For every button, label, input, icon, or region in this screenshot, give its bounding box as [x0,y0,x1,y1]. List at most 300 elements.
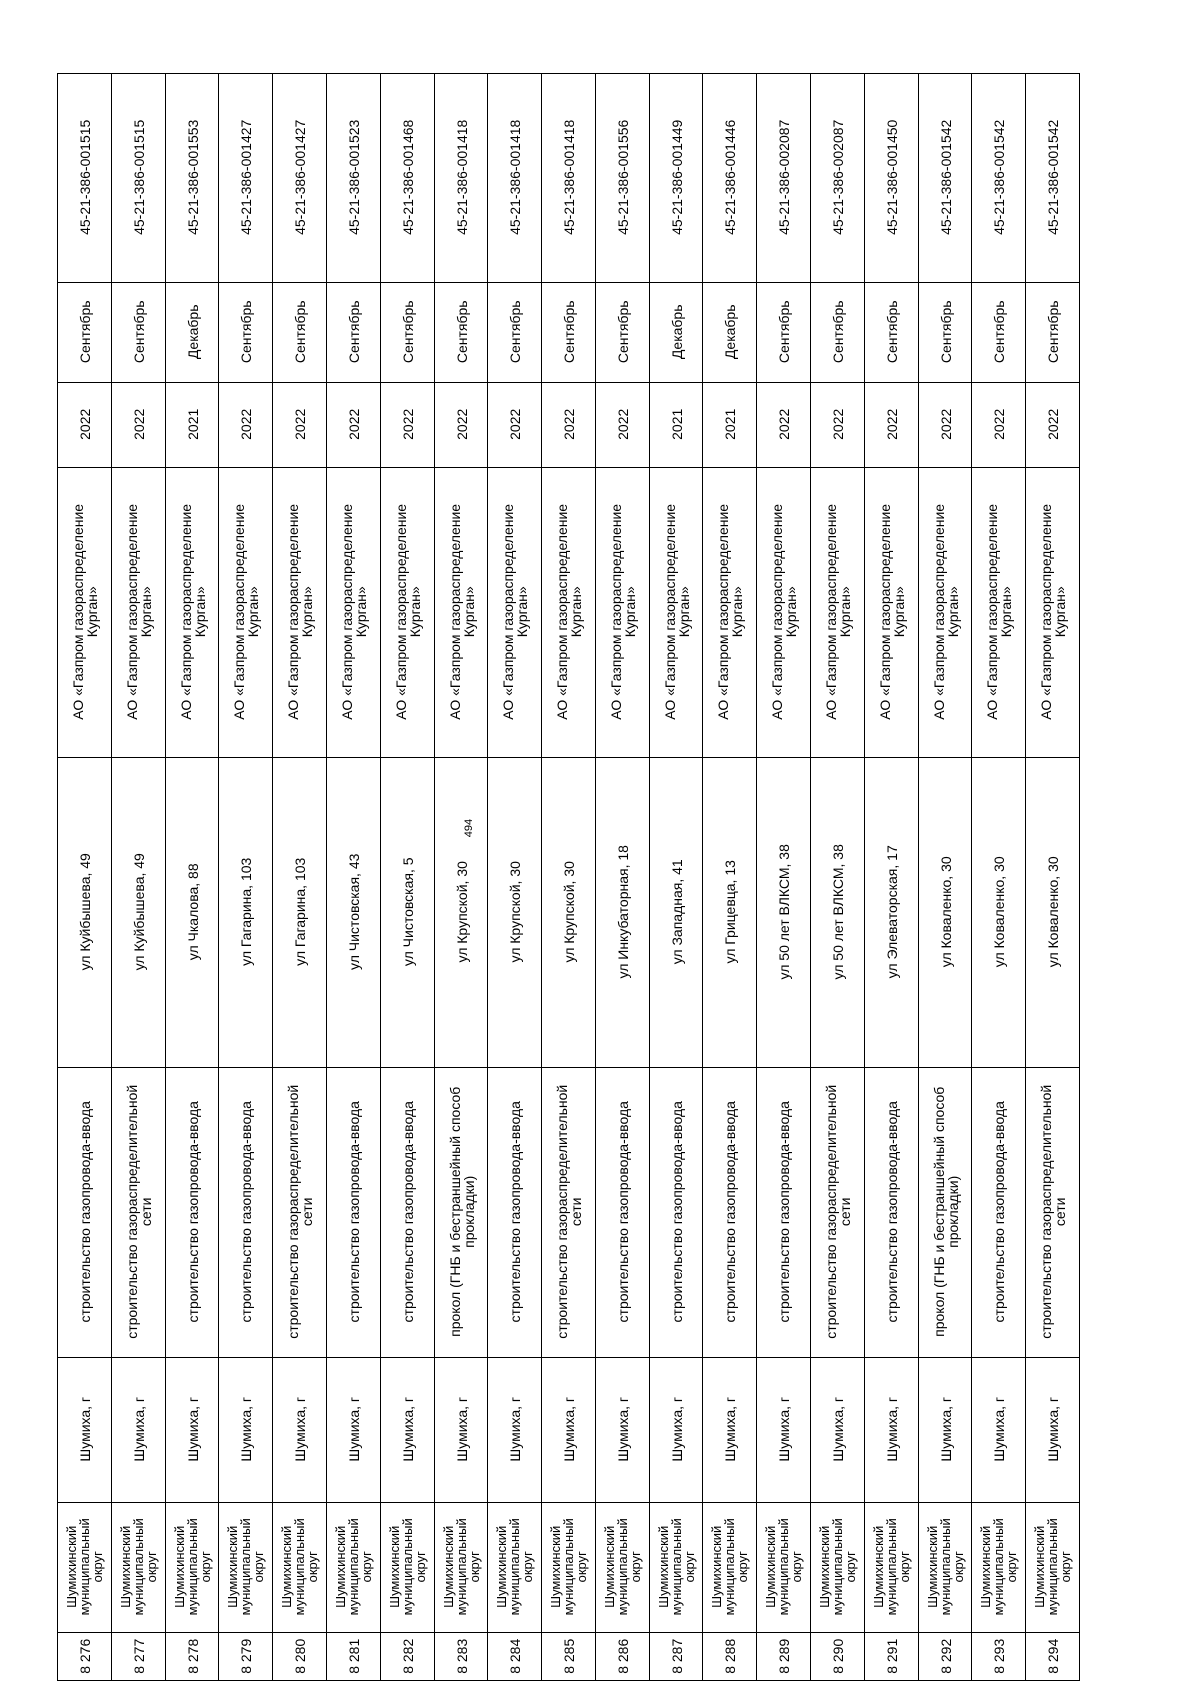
num-text: 8 285 [560,1638,577,1674]
district-line: округ [574,1551,590,1583]
table-row [1025,73,1080,1680]
work-line: сети [1052,1197,1069,1227]
district-line: Шумихинский [387,1525,403,1609]
code-text: 45-21-386-001418 [560,119,577,236]
cell-work [595,1067,650,1358]
num-text: 8 281 [345,1638,362,1674]
cell-city [57,1357,112,1503]
district-line: округ [951,1551,967,1583]
num-text: 8 294 [1045,1638,1062,1674]
table-row [810,73,865,1680]
cell-org [326,467,381,758]
org-line: Курган» [944,586,961,638]
code-text: 45-21-386-001515 [76,119,93,236]
cell-city [756,1357,811,1503]
cell-district [272,1502,327,1633]
org-line: АО «Газпром газораспределение [984,504,1001,720]
cell-month [111,282,166,383]
year-text: 2022 [937,408,954,441]
num-text: 8 277 [130,1638,147,1674]
cell-org [272,467,327,758]
code-text: 45-21-386-001449 [668,119,685,236]
month-text: Сентябрь [1045,300,1062,364]
address-text: ул Грицевца, 13 [722,860,739,964]
code-text: 45-21-386-001553 [184,119,201,236]
cell-year [541,382,596,468]
cell-district [541,1502,596,1633]
table-row [971,73,1026,1680]
num-text: 8 278 [184,1638,201,1674]
cell-work [756,1067,811,1358]
year-text: 2022 [507,408,524,441]
month-text: Декабрь [722,304,739,360]
cell-city [918,1357,973,1503]
work-line: строительство газопровода-ввода [722,1101,739,1323]
code-text: 45-21-386-001427 [292,119,309,236]
cell-district [380,1502,435,1633]
cell-work [864,1067,919,1358]
page-number: 494 [463,818,475,838]
org-line: Курган» [514,586,531,638]
year-text: 2022 [130,408,147,441]
city-text: Шумиха, г [668,1397,685,1462]
cell-month [918,282,973,383]
work-line: строительство газораспределительной [822,1085,839,1339]
year-text: 2022 [345,408,362,441]
cell-year [810,382,865,468]
cell-address [649,757,704,1068]
address-text: ул Куйбышева, 49 [130,853,147,971]
cell-month [595,282,650,383]
work-line: строительство газопровода-ввода [76,1101,93,1323]
city-text: Шумиха, г [292,1397,309,1462]
address-text: ул Крупской, 30 [560,861,577,963]
cell-city [595,1357,650,1503]
work-line: строительство газопровода-ввода [238,1101,255,1323]
month-text: Сентябрь [776,300,793,364]
work-line: строительство газораспределительной [553,1085,570,1339]
work-line: строительство газораспределительной [123,1085,140,1339]
city-text: Шумиха, г [130,1397,147,1462]
cell-address [326,757,381,1068]
cell-code [1025,73,1080,283]
city-text: Шумиха, г [614,1397,631,1462]
month-text: Сентябрь [76,300,93,364]
address-text: ул Гагарина, 103 [292,857,309,967]
cell-num [541,1632,596,1681]
org-line: АО «Газпром газораспределение [338,504,355,720]
table-row [272,73,327,1680]
district-line: Шумихинский [763,1525,779,1609]
work-line: строительство газопровода-ввода [883,1101,900,1323]
cell-month [326,282,381,383]
cell-address [218,757,273,1068]
table-row [702,73,757,1680]
cell-num [595,1632,650,1681]
month-text: Сентябрь [883,300,900,364]
address-text: ул Западная, 41 [668,859,685,965]
org-line: АО «Газпром газораспределение [930,504,947,720]
num-text: 8 284 [507,1638,524,1674]
cell-year [165,382,220,468]
cell-district [57,1502,112,1633]
district-line: Шумихинский [494,1525,510,1609]
district-line: муниципальный [1045,1518,1061,1616]
city-text: Шумиха, г [184,1397,201,1462]
cell-district [864,1502,919,1633]
cell-num [810,1632,865,1681]
cell-month [272,282,327,383]
cell-work [649,1067,704,1358]
cell-org [971,467,1026,758]
cell-code [165,73,220,283]
org-line: Курган» [352,586,369,638]
cell-work [487,1067,542,1358]
cell-address [487,757,542,1068]
work-line: строительство газопровода-ввода [399,1101,416,1323]
month-text: Сентябрь [829,300,846,364]
district-line: Шумихинский [709,1525,725,1609]
work-line: прокладки) [944,1175,961,1249]
cell-year [649,382,704,468]
cell-code [541,73,596,283]
city-text: Шумиха, г [829,1397,846,1462]
cell-code [702,73,757,283]
cell-month [218,282,273,383]
cell-org [918,467,973,758]
cell-num [380,1632,435,1681]
city-text: Шумиха, г [345,1397,362,1462]
year-text: 2022 [829,408,846,441]
cell-city [702,1357,757,1503]
num-text: 8 292 [937,1638,954,1674]
cell-work [165,1067,220,1358]
cell-district [1025,1502,1080,1633]
num-text: 8 280 [292,1638,309,1674]
address-text: ул Крупской, 30 [453,861,470,963]
num-text: 8 283 [453,1638,470,1674]
cell-code [57,73,112,283]
district-line: округ [144,1551,160,1583]
cell-code [971,73,1026,283]
cell-year [380,382,435,468]
year-text: 2022 [399,408,416,441]
district-line: Шумихинский [64,1525,80,1609]
table-row [487,73,542,1680]
month-text: Сентябрь [507,300,524,364]
num-text: 8 288 [722,1638,739,1674]
cell-month [165,282,220,383]
address-text: ул Коваленко, 30 [1045,856,1062,968]
org-line: АО «Газпром газораспределение [500,504,517,720]
cell-code [326,73,381,283]
cell-work [111,1067,166,1358]
district-line: муниципальный [507,1518,523,1616]
district-line: муниципальный [991,1518,1007,1616]
cell-city [111,1357,166,1503]
org-line: Курган» [836,586,853,638]
cell-org [1025,467,1080,758]
cell-district [326,1502,381,1633]
cell-work [1025,1067,1080,1358]
month-text: Сентябрь [560,300,577,364]
org-line: АО «Газпром газораспределение [177,504,194,720]
month-text: Сентябрь [292,300,309,364]
district-line: округ [413,1551,429,1583]
cell-num [434,1632,489,1681]
district-line: муниципальный [238,1518,254,1616]
cell-year [272,382,327,468]
cell-city [864,1357,919,1503]
district-line: Шумихинский [871,1525,887,1609]
cell-work [971,1067,1026,1358]
month-text: Сентябрь [453,300,470,364]
cell-address [971,757,1026,1068]
cell-address [1025,757,1080,1068]
org-line: АО «Газпром газораспределение [607,504,624,720]
month-text: Сентябрь [238,300,255,364]
district-line: округ [789,1551,805,1583]
work-line: прокладки) [460,1175,477,1249]
num-text: 8 287 [668,1638,685,1674]
org-line: АО «Газпром газораспределение [285,504,302,720]
month-text: Сентябрь [345,300,362,364]
cell-month [756,282,811,383]
district-line: Шумихинский [978,1525,994,1609]
year-text: 2022 [991,408,1008,441]
org-line: АО «Газпром газораспределение [392,504,409,720]
cell-month [487,282,542,383]
code-text: 45-21-386-001556 [614,119,631,236]
table-row [218,73,273,1680]
cell-num [272,1632,327,1681]
cell-year [756,382,811,468]
city-text: Шумиха, г [937,1397,954,1462]
address-text: ул Крупской, 30 [507,861,524,963]
code-text: 45-21-386-001542 [1045,119,1062,236]
district-line: округ [305,1551,321,1583]
table-row [326,73,381,1680]
cell-org [380,467,435,758]
year-text: 2022 [292,408,309,441]
table-row [649,73,704,1680]
org-line: Курган» [460,586,477,638]
cell-year [702,382,757,468]
work-line: сети [567,1197,584,1227]
cell-city [434,1357,489,1503]
district-line: округ [359,1551,375,1583]
cell-month [702,282,757,383]
cell-address [918,757,973,1068]
org-line: АО «Газпром газораспределение [715,504,732,720]
city-text: Шумиха, г [776,1397,793,1462]
cell-city [649,1357,704,1503]
month-text: Сентябрь [937,300,954,364]
district-line: муниципальный [669,1518,685,1616]
district-line: муниципальный [292,1518,308,1616]
cell-work [380,1067,435,1358]
district-line: муниципальный [938,1518,954,1616]
cell-city [541,1357,596,1503]
address-text: ул Элеваторская, 17 [883,845,900,979]
org-line: Курган» [83,586,100,638]
cell-city [272,1357,327,1503]
num-text: 8 289 [776,1638,793,1674]
district-line: Шумихинский [440,1525,456,1609]
district-line: округ [520,1551,536,1583]
cell-work [218,1067,273,1358]
cell-district [702,1502,757,1633]
cell-address [111,757,166,1068]
district-line: муниципальный [830,1518,846,1616]
cell-code [864,73,919,283]
org-line: АО «Газпром газораспределение [446,504,463,720]
cell-work [918,1067,973,1358]
cell-district [165,1502,220,1633]
year-text: 2022 [560,408,577,441]
cell-district [595,1502,650,1633]
cell-year [595,382,650,468]
district-line: Шумихинский [602,1525,618,1609]
cell-month [971,282,1026,383]
cell-code [218,73,273,283]
cell-city [487,1357,542,1503]
address-text: ул Коваленко, 30 [937,856,954,968]
address-text: ул 50 лет ВЛКСМ, 38 [776,844,793,980]
org-line: АО «Газпром газораспределение [661,504,678,720]
city-text: Шумиха, г [399,1397,416,1462]
cell-address [702,757,757,1068]
cell-year [918,382,973,468]
code-text: 45-21-386-002087 [776,119,793,236]
cell-num [57,1632,112,1681]
month-text: Декабрь [668,304,685,360]
data-table [57,73,1079,1680]
cell-district [649,1502,704,1633]
month-text: Декабрь [184,304,201,360]
district-line: Шумихинский [118,1525,134,1609]
address-text: ул Чистовская, 5 [399,857,416,967]
cell-org [864,467,919,758]
num-text: 8 286 [614,1638,631,1674]
org-line: Курган» [675,586,692,638]
org-line: Курган» [1052,586,1069,638]
district-line: округ [1058,1551,1074,1583]
cell-city [1025,1357,1080,1503]
cell-work [810,1067,865,1358]
org-line: Курган» [191,586,208,638]
org-line: Курган» [567,586,584,638]
work-line: прокол (ГНБ и бестраншейный способ [930,1086,947,1338]
code-text: 45-21-386-001446 [722,119,739,236]
district-line: муниципальный [453,1518,469,1616]
cell-address [541,757,596,1068]
cell-district [218,1502,273,1633]
cell-month [541,282,596,383]
cell-org [649,467,704,758]
city-text: Шумиха, г [507,1397,524,1462]
work-line: строительство газопровода-ввода [345,1101,362,1323]
address-text: ул 50 лет ВЛКСМ, 38 [829,844,846,980]
district-line: округ [897,1551,913,1583]
num-text: 8 290 [829,1638,846,1674]
cell-year [1025,382,1080,468]
cell-code [272,73,327,283]
cell-num [864,1632,919,1681]
cell-code [487,73,542,283]
district-line: округ [466,1551,482,1583]
district-line: муниципальный [561,1518,577,1616]
cell-district [971,1502,1026,1633]
address-text: ул Чистовская, 43 [345,853,362,971]
cell-org [702,467,757,758]
table-row [434,73,489,1680]
city-text: Шумиха, г [1045,1397,1062,1462]
num-text: 8 276 [76,1638,93,1674]
work-line: строительство газопровода-ввода [991,1101,1008,1323]
cell-code [380,73,435,283]
cell-org [57,467,112,758]
num-text: 8 279 [238,1638,255,1674]
year-text: 2022 [238,408,255,441]
table-row [380,73,435,1680]
cell-month [380,282,435,383]
org-line: Курган» [621,586,638,638]
cell-code [810,73,865,283]
cell-num [218,1632,273,1681]
cell-month [864,282,919,383]
org-line: АО «Газпром газораспределение [123,504,140,720]
city-text: Шумиха, г [238,1397,255,1462]
cell-city [165,1357,220,1503]
org-line: Курган» [890,586,907,638]
district-line: муниципальный [722,1518,738,1616]
work-line: строительство газопровода-ввода [614,1101,631,1323]
district-line: Шумихинский [333,1525,349,1609]
address-text: ул Инкубаторная, 18 [614,845,631,979]
district-line: муниципальный [77,1518,93,1616]
city-text: Шумиха, г [76,1397,93,1462]
district-line: Шумихинский [225,1525,241,1609]
cell-year [971,382,1026,468]
cell-num [111,1632,166,1681]
district-line: округ [90,1551,106,1583]
cell-org [218,467,273,758]
cell-code [434,73,489,283]
cell-district [756,1502,811,1633]
code-text: 45-21-386-001542 [991,119,1008,236]
cell-code [649,73,704,283]
code-text: 45-21-386-001542 [937,119,954,236]
code-text: 45-21-386-001418 [507,119,524,236]
work-line: строительство газораспределительной [1038,1085,1055,1339]
cell-month [649,282,704,383]
district-line: муниципальный [184,1518,200,1616]
cell-org [434,467,489,758]
code-text: 45-21-386-001450 [883,119,900,236]
cell-org [487,467,542,758]
work-line: строительство газораспределительной [285,1085,302,1339]
table-row [864,73,919,1680]
cell-work [541,1067,596,1358]
org-line: АО «Газпром газораспределение [69,504,86,720]
cell-org [165,467,220,758]
cell-address [595,757,650,1068]
cell-address [272,757,327,1068]
month-text: Сентябрь [399,300,416,364]
district-line: Шумихинский [1032,1525,1048,1609]
cell-code [595,73,650,283]
